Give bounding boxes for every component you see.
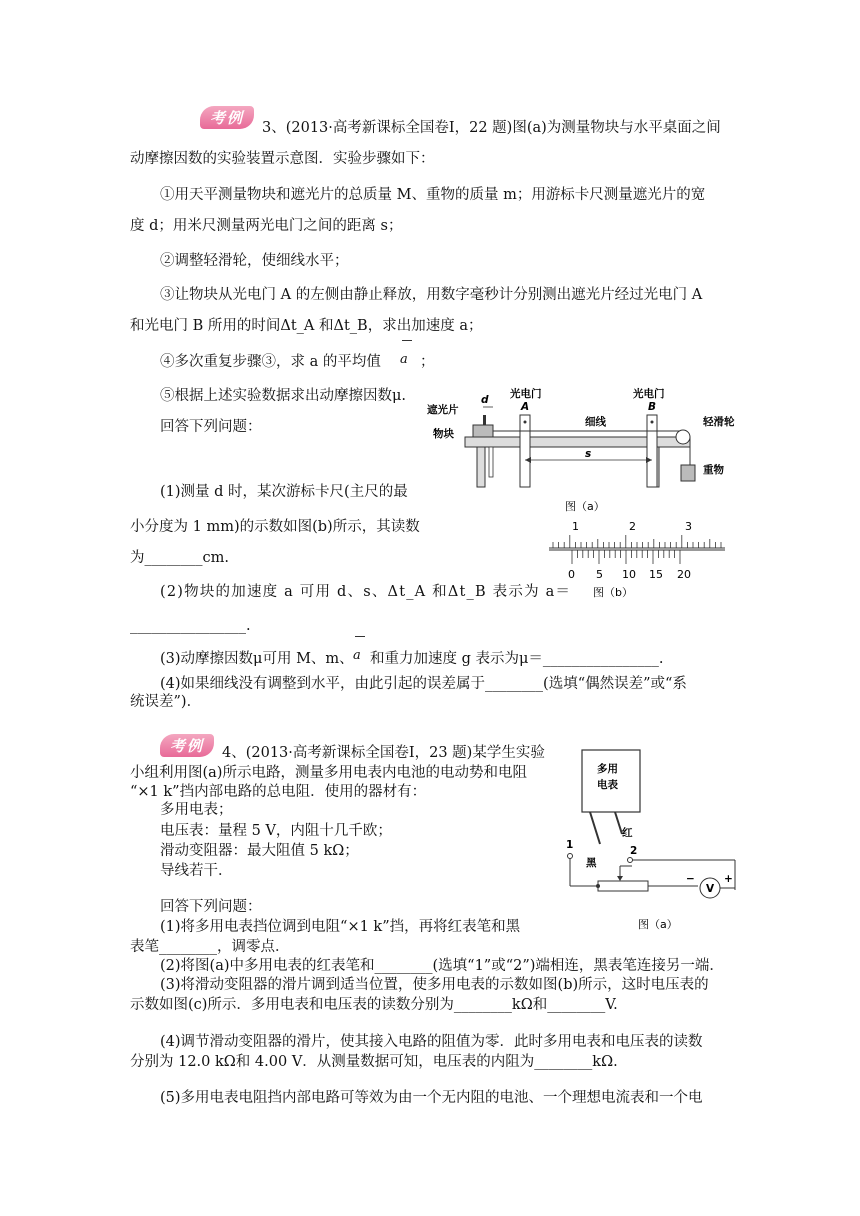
terminal-2: 2: [630, 845, 638, 857]
apparatus-diagram: [425, 385, 780, 515]
q3-step3-line2: 和光电门 B 所用的时间Δt_A 和Δt_B，求出加速度 a；: [130, 318, 483, 334]
q4-item2: 电压表：量程 5 V，内阻十几千欧；: [160, 823, 392, 839]
vernier-tick-15: 15: [649, 568, 663, 581]
q3-intro-line2: 动摩擦因数的实验装置示意图．实验步骤如下：: [130, 151, 435, 167]
q3-question3-mean: a: [353, 636, 365, 666]
label-gate-b-letter: B: [648, 401, 657, 413]
label-string: 细线: [585, 416, 606, 428]
q3-question1-line3: 为________cm.: [130, 550, 229, 566]
label-shade: 遮光片: [427, 404, 459, 416]
q4-question1-line2: 表笔________，调零点．: [130, 939, 290, 955]
label-gate-a-letter: A: [521, 401, 530, 413]
main-tick-1: 1: [572, 520, 579, 533]
example-badge-2: 考例: [160, 734, 214, 757]
label-d: d: [481, 394, 489, 406]
voltmeter-minus: −: [686, 873, 695, 885]
q3-question1-line1: (1)测量 d 时，某次游标卡尺(主尺的最: [160, 484, 408, 500]
q3-question1-line2: 小分度为 1 mm)的示数如图(b)所示，其读数: [130, 519, 420, 535]
label-gate-a: 光电门: [510, 388, 542, 400]
q3-step5: ⑤根据上述实验数据求出动摩擦因数μ.: [160, 388, 407, 404]
q4-intro-line1: 4、(2013·高考新课标全国卷Ⅰ，23 题)某学生实验: [222, 745, 545, 761]
q3-step4: ④多次重复步骤③，求 a 的平均值: [160, 354, 381, 370]
q4-question2: (2)将图(a)中多用电表的红表笔和________(选填“1”或“2”)端相连，黑表笔连接另一端．: [160, 958, 724, 974]
q3-question3-line1: (3)动摩擦因数μ可用 M、m、: [160, 651, 354, 667]
circuit-diagram: [560, 748, 745, 938]
q4-question5-line1: (5)多用电表电阻挡内部电路可等效为由一个无内阻的电池、一个理想电流表和一个电: [160, 1090, 703, 1106]
label-s: s: [585, 448, 592, 460]
red-probe-label: 红: [622, 827, 633, 839]
label-pulley: 轻滑轮: [703, 416, 735, 428]
q4-question4-line1: (4)调节滑动变阻器的滑片，使其接入电路的阻值为零．此时多用电表和电压表的读数: [160, 1034, 703, 1050]
q3-step4-end: ；: [420, 354, 435, 370]
figure-a-caption: 图（a）: [565, 500, 605, 513]
q4-question4-line2: 分别为 12.0 kΩ和 4.00 V．从测量数据可知，电压表的内阻为________kΩ.: [130, 1054, 618, 1070]
q4-item4: 导线若干．: [160, 863, 233, 879]
q4-item1: 多用电表；: [160, 802, 233, 818]
meter-label-2: 电表: [597, 779, 618, 791]
q3-answer-prompt: 回答下列问题：: [160, 419, 262, 435]
q3-question3-line1b: 和重力加速度 g 表示为μ＝________________.: [370, 651, 664, 667]
q3-question2-line1: (2)物块的加速度 a 可用 d、s、Δt_A 和Δt_B 表示为 a＝: [160, 584, 572, 600]
voltmeter-label: V: [706, 883, 715, 895]
voltmeter-plus: +: [724, 873, 733, 885]
q3-step3-line1: ③让物块从光电门 A 的左侧由静止释放，用数字毫秒计分别测出遮光片经过光电门 A: [160, 287, 703, 303]
main-scale-ticks: [553, 535, 721, 548]
label-gate-b: 光电门: [633, 388, 665, 400]
q4-intro-line2: 小组利用图(a)所示电路，测量多用电表内电池的电动势和电阻: [130, 765, 527, 781]
q3-step2: ②调整轻滑轮，使细线水平；: [160, 253, 349, 269]
q3-question4-line1: (4)如果细线没有调整到水平，由此引起的误差属于________(选填“偶然误差”或“系: [160, 676, 687, 692]
label-block: 物块: [433, 428, 454, 440]
q3-question4-line2: 统误差”)．: [130, 694, 202, 710]
main-tick-3: 3: [685, 520, 692, 533]
terminal-1: 1: [566, 839, 574, 851]
vernier-scale-ticks: [572, 550, 680, 564]
example-badge: 考例: [200, 106, 254, 129]
q3-intro-line1: 3、(2013·高考新课标全国卷Ⅰ，22 题)图(a)为测量物块与水平桌面之间: [262, 120, 721, 136]
vernier-tick-0: 0: [568, 568, 575, 581]
q3-step1-line1: ①用天平测量物块和遮光片的总质量 M、重物的质量 m；用游标卡尺测量遮光片的宽: [160, 187, 706, 203]
q4-question1-line1: (1)将多用电表挡位调到电阻“×1 k”挡，再将红表笔和黑: [160, 919, 521, 935]
vernier-tick-10: 10: [622, 568, 636, 581]
q4-item3: 滑动变阻器：最大阻值 5 kΩ；: [160, 843, 359, 859]
main-tick-2: 2: [629, 520, 636, 533]
q4-question3-line1: (3)将滑动变阻器的滑片调到适当位置，使多用电表的示数如图(b)所示，这时电压表的: [160, 977, 709, 993]
q4-question3-line2: 示数如图(c)所示．多用电表和电压表的读数分别为________kΩ和________V.: [130, 997, 618, 1013]
q3-step1-line2: 度 d；用米尺测量两光电门之间的距离 s；: [130, 218, 403, 234]
vernier-tick-20: 20: [677, 568, 691, 581]
q3-step4-mean: a: [400, 340, 412, 370]
meter-label-1: 多用: [597, 763, 618, 775]
vernier-tick-5: 5: [596, 568, 603, 581]
circuit-caption: 图（a）: [638, 918, 678, 931]
q4-intro-line3: “×1 k”挡内部电路的总电阻．使用的器材有：: [130, 784, 427, 800]
vernier-caliper: [545, 518, 730, 600]
black-probe-label: 黑: [586, 857, 597, 869]
q4-answer-prompt: 回答下列问题：: [160, 899, 262, 915]
label-weight: 重物: [703, 464, 724, 476]
figure-b-caption: 图（b）: [593, 586, 633, 599]
q3-question2-line2: ________________.: [130, 618, 251, 634]
